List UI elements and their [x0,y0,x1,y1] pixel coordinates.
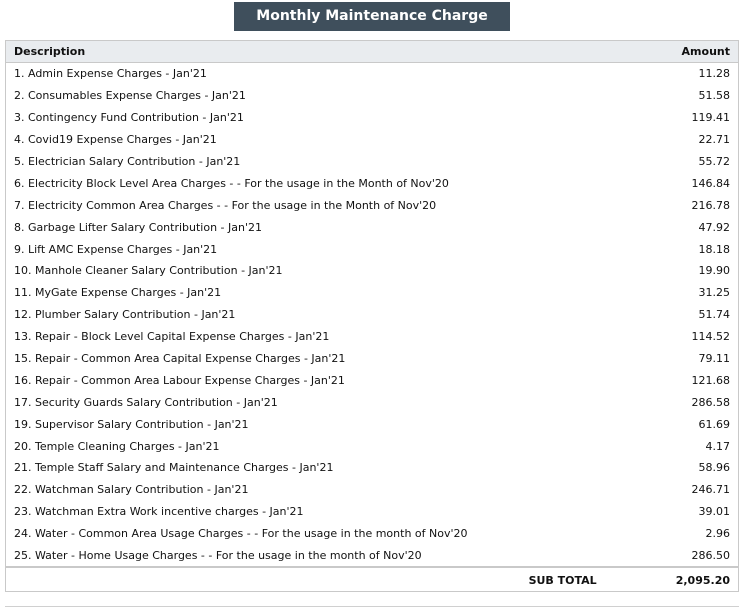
charge-amount: 286.58 [691,395,730,409]
charge-amount: 286.50 [691,549,730,563]
table-row [6,172,738,194]
charge-description: 3. Contingency Fund Contribution - Jan'21 [14,111,244,125]
table-row [6,348,738,370]
charge-amount: 114.52 [691,330,730,344]
charge-description: 22. Watchman Salary Contribution - Jan'21 [14,483,249,497]
charge-description: 1. Admin Expense Charges - Jan'21 [14,67,207,81]
charge-description: 12. Plumber Salary Contribution - Jan'21 [14,308,236,322]
table-row [6,435,738,457]
charge-description: 20. Temple Cleaning Charges - Jan'21 [14,439,220,453]
subtotal-amount: 2,095.20 [643,567,738,592]
charge-amount: 2.96 [705,527,730,541]
subtotal-label: SUB TOTAL [6,567,643,592]
divider [5,606,739,607]
charges-table [6,41,738,592]
charge-amount: 47.92 [698,220,730,234]
table-header-row [6,41,738,63]
charge-description: 25. Water - Home Usage Charges - - For the usage in the month of Nov'20 [14,549,422,563]
table-row [6,304,738,326]
table-row [6,194,738,216]
charge-amount: 246.71 [691,483,730,497]
table-row [6,260,738,282]
charge-description: 13. Repair - Block Level Capital Expense Charges - Jan'21 [14,330,330,344]
charge-description: 17. Security Guards Salary Contribution - Jan'21 [14,395,278,409]
charge-amount: 39.01 [698,505,730,519]
column-header-amount: Amount [643,41,738,63]
table-row [6,457,738,479]
subtotal-row [6,567,738,592]
charge-description: 4. Covid19 Expense Charges - Jan'21 [14,133,217,147]
charge-amount: 121.68 [691,373,730,387]
table-row [6,151,738,173]
charge-description: 10. Manhole Cleaner Salary Contribution - Jan'21 [14,264,283,278]
charge-description: 21. Temple Staff Salary and Maintenance Charges - Jan'21 [14,461,334,475]
charge-description: 19. Supervisor Salary Contribution - Jan'21 [14,417,249,431]
charge-amount: 19.90 [698,264,730,278]
charge-description: 16. Repair - Common Area Labour Expense Charges - Jan'21 [14,373,345,387]
table-row [6,326,738,348]
charge-amount: 22.71 [698,133,730,147]
table-row [6,216,738,238]
charge-amount: 51.58 [698,89,730,103]
table-row [6,129,738,151]
table-body [6,63,738,568]
charge-description: 2. Consumables Expense Charges - Jan'21 [14,89,246,103]
charge-description: 8. Garbage Lifter Salary Contribution - Jan'21 [14,220,262,234]
page-title: Monthly Maintenance Charge (MMC) [234,2,510,31]
charge-description: 24. Water - Common Area Usage Charges - - For the usage in the month of Nov'20 [14,527,468,541]
table-row [6,501,738,523]
table-row [6,413,738,435]
charge-description: 11. MyGate Expense Charges - Jan'21 [14,286,222,300]
charge-amount: 216.78 [691,198,730,212]
table-row [6,282,738,304]
table-row [6,107,738,129]
table-row [6,479,738,501]
table-row [6,391,738,413]
table-row [6,523,738,545]
charge-amount: 58.96 [698,461,730,475]
charge-amount: 18.18 [698,242,730,256]
charge-description: 15. Repair - Common Area Capital Expense Charges - Jan'21 [14,352,346,366]
charge-amount: 61.69 [698,417,730,431]
charge-description: 6. Electricity Block Level Area Charges - - For the usage in the Month of Nov'20 [14,176,449,190]
column-header-description: Description [6,41,643,63]
charge-amount: 31.25 [698,286,730,300]
charge-amount: 4.17 [705,439,730,453]
table-row [6,85,738,107]
charge-description: 7. Electricity Common Area Charges - - For the usage in the Month of Nov'20 [14,198,437,212]
table-row [6,63,738,85]
charge-amount: 79.11 [698,352,730,366]
charge-amount: 55.72 [698,155,730,168]
charge-amount: 51.74 [698,308,730,322]
table-row [6,545,738,568]
charge-description: 9. Lift AMC Expense Charges - Jan'21 [14,242,218,256]
table-row [6,369,738,391]
charge-description: 23. Watchman Extra Work incentive charges - Jan'21 [14,505,304,519]
charge-description: 5. Electrician Salary Contribution - Jan'21 [14,155,241,168]
charge-amount: 146.84 [691,176,730,190]
charge-amount: 11.28 [698,67,730,81]
charges-panel [5,40,739,592]
charge-amount: 119.41 [691,111,730,125]
table-row [6,238,738,260]
